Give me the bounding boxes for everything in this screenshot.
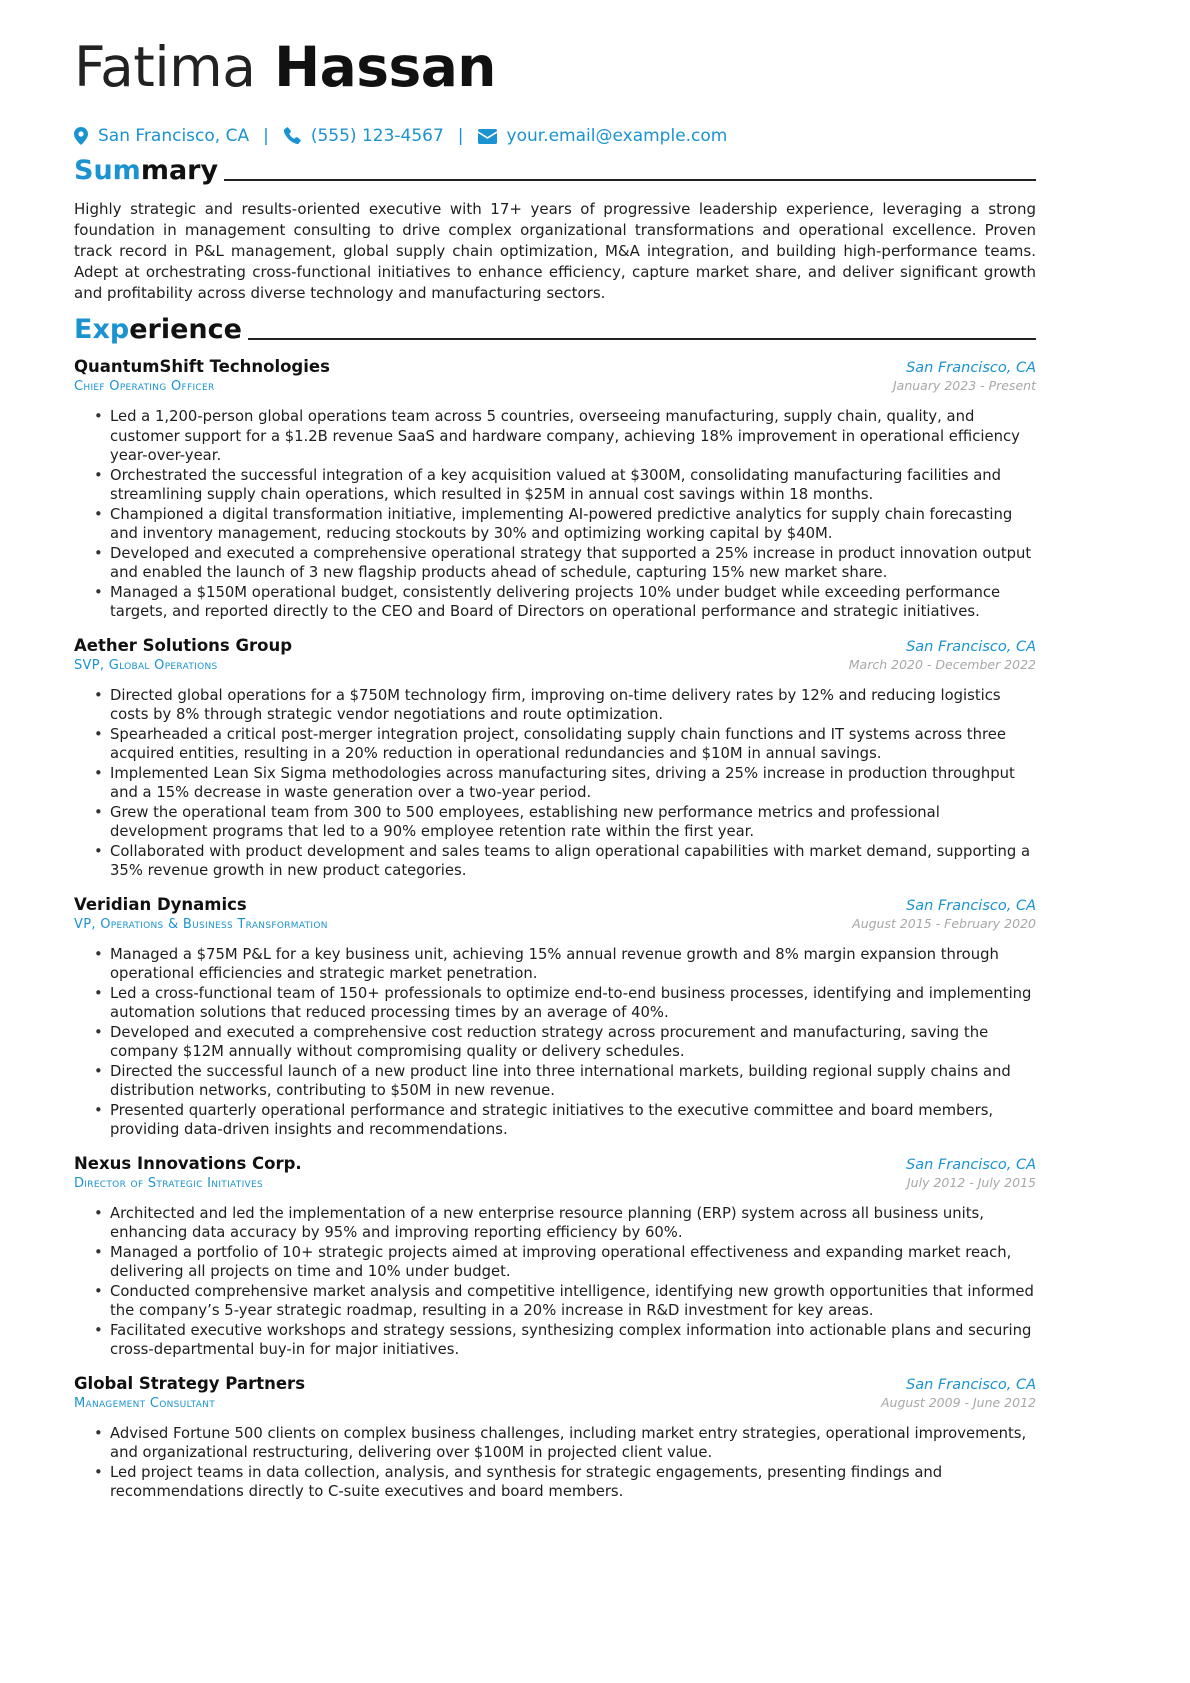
contact-bar (74, 125, 1036, 147)
bullet-item: • Directed global operations for a $750M technology firm, improving on-time delivery rates by 12% and reducing logistics costs by 8% through strategic vendor negotiations and route optimization. (110, 686, 1036, 725)
bullet-item: • Managed a $75M P&L for a key business unit, achieving 15% annual revenue growth and 8% margin expansion through operational efficiencies and strategic market penetration. (110, 945, 1036, 984)
job-header (74, 357, 1036, 376)
job-subheader (74, 916, 1036, 932)
job-bullets (74, 1424, 1036, 1502)
bullet-item: • Led a cross-functional team of 150+ professionals to optimize end-to-end business processes, identifying and implementing automation solutions that reduced processing times by an average of 40%. (110, 984, 1036, 1023)
job-header (74, 1374, 1036, 1393)
job-header (74, 895, 1036, 914)
phone-icon (283, 127, 301, 145)
phone-text: (555) 123-4567 (310, 126, 444, 146)
job-dates: August 2015 - February 2020 (852, 915, 1036, 931)
bullet-item: • Implemented Lean Six Sigma methodologies across manufacturing sites, driving a 25% increase in production throughput and a 15% decrease in waste generation over a two-year period. (110, 764, 1036, 803)
bullet-item: • Grew the operational team from 300 to 500 employees, establishing new performance metrics and professional development programs that led to a 90% employee retention rate within the first year. (110, 803, 1036, 842)
bullet-item: • Led a 1,200-person global operations team across 5 countries, overseeing manufacturing, supply chain, quality, and customer support for a $1.2B revenue SaaS and hardware company, achieving 18% improvement in operational efficiency year-over-year. (110, 407, 1036, 466)
job-title: Director of Strategic Initiatives (74, 1175, 264, 1191)
job-header (74, 1154, 1036, 1173)
bullet-item: • Advised Fortune 500 clients on complex business challenges, including market entry strategies, operational improvements, and organizational restructuring, delivering over $100M in projected client value. (110, 1424, 1036, 1463)
candidate-name (74, 35, 1036, 102)
section-title-rest: erience (129, 314, 242, 345)
contact-separator: | (263, 126, 269, 146)
job-subheader (74, 1395, 1036, 1411)
map-marker-icon (74, 127, 88, 145)
section-title-rest: mary (140, 155, 219, 186)
section-divider (248, 338, 1036, 340)
job-bullets (74, 1204, 1036, 1360)
section-divider (224, 179, 1036, 181)
envelope-icon (478, 129, 497, 144)
job-dates: January 2023 - Present (892, 378, 1036, 393)
bullet-item: • Directed the successful launch of a new product line into three international markets, building regional supply chains and distribution networks, contributing to $50M in new revenue. (110, 1062, 1036, 1101)
bullet-item: • Developed and executed a comprehensive cost reduction strategy across procurement and manufacturing, saving the company $12M annually without compromising quality or delivery schedules. (110, 1023, 1036, 1062)
email-link[interactable]: your.email@example.com (506, 126, 728, 146)
bullet-item: • Managed a $150M operational budget, consistently delivering projects 10% under budget while exceeding performance targets, and reported directly to the CEO and Board of Directors on operational performance and strategic initiatives. (110, 583, 1036, 622)
job-location: San Francisco, CA (906, 897, 1036, 914)
job-location: San Francisco, CA (906, 360, 1036, 376)
contact-location (74, 126, 249, 146)
experience-heading (74, 316, 1036, 343)
job-entry (74, 1374, 1036, 1502)
section-title-accent: Sum (74, 155, 141, 186)
summary-text: Highly strategic and results-oriented executive with 17+ years of progressive leadership experience, leveraging a strong foundation in management consulting to drive complex organizational transformations and operational excellence. Proven track record in P&L management, global supply chain optimization, M&A integration, and building high-performance teams. Adept at orchestrating cross-functional initiatives to enhance efficiency, capture market share, and deliver significant growth and profitability across diverse technology and manufacturing sectors. (74, 200, 1036, 302)
bullet-item: • Conducted comprehensive market analysis and competitive intelligence, identifying new growth opportunities that informed the company’s 5-year strategic roadmap, resulting in a 20% increase in R&D investment for key areas. (110, 1282, 1036, 1321)
last-name: Hassan (274, 35, 496, 99)
contact-separator: | (457, 126, 464, 146)
contact-email[interactable] (478, 126, 728, 146)
bullet-item: • Led project teams in data collection, analysis, and synthesis for strategic engagements, presenting findings and recommendations directly to C-suite executives and board members. (110, 1463, 1036, 1502)
resume (74, 35, 1036, 1502)
job-entry (74, 357, 1036, 622)
job-bullets (74, 945, 1036, 1140)
job-subheader (74, 657, 1036, 673)
job-title: VP, Operations & Business Transformation (74, 916, 328, 932)
job-location: San Francisco, CA (906, 1156, 1036, 1173)
contact-phone (283, 126, 444, 146)
job-title: SVP, Global Operations (74, 657, 218, 673)
job-dates: August 2009 - June 2012 (881, 1394, 1036, 1410)
bullet-item: • Orchestrated the successful integration of a key acquisition valued at $300M, consolidating manufacturing facilities and streamlining supply chain operations, which resulted in $25M in annual cost savings within 18 months. (110, 466, 1036, 505)
location-text: San Francisco, CA (98, 126, 250, 146)
section-title (74, 316, 242, 343)
company-name: Global Strategy Partners (74, 1373, 306, 1393)
job-bullets (74, 407, 1036, 622)
job-entry (74, 895, 1036, 1140)
job-entry (74, 636, 1036, 881)
job-location: San Francisco, CA (906, 638, 1036, 655)
section-title-accent: Exp (74, 314, 130, 345)
job-subheader (74, 1175, 1036, 1191)
experience-list (74, 357, 1036, 1502)
bullet-item: • Championed a digital transformation initiative, implementing AI-powered predictive analytics for supply chain forecasting and inventory management, reducing stockouts by 30% and optimizing working capital by $40M. (110, 505, 1036, 544)
first-name: Fatima (74, 35, 256, 99)
bullet-item: • Managed a portfolio of 10+ strategic projects aimed at improving operational effectiveness and expanding market reach, delivering all projects on time and 10% under budget. (110, 1243, 1036, 1282)
job-subheader (74, 378, 1036, 394)
job-dates: July 2012 - July 2015 (907, 1174, 1036, 1190)
job-location: San Francisco, CA (906, 1376, 1036, 1393)
bullet-item: • Facilitated executive workshops and strategy sessions, synthesizing complex information into actionable plans and securing cross-departmental buy-in for major initiatives. (110, 1321, 1036, 1360)
job-dates: March 2020 - December 2022 (848, 656, 1036, 672)
job-bullets (74, 686, 1036, 881)
company-name: QuantumShift Technologies (74, 357, 330, 376)
company-name: Veridian Dynamics (74, 894, 247, 914)
job-title: Management Consultant (74, 1395, 216, 1411)
job-entry (74, 1154, 1036, 1360)
summary-heading (74, 157, 1036, 184)
company-name: Aether Solutions Group (74, 635, 293, 655)
section-title (74, 157, 218, 184)
bullet-item: • Collaborated with product development and sales teams to align operational capabilities with market demand, supporting a 35% revenue growth in new product categories. (110, 842, 1036, 881)
bullet-item: • Presented quarterly operational performance and strategic initiatives to the executive committee and board members, providing data-driven insights and recommendations. (110, 1101, 1036, 1140)
job-title: Chief Operating Officer (74, 379, 215, 394)
bullet-item: • Spearheaded a critical post-merger integration project, consolidating supply chain functions and IT systems across three acquired entities, resulting in a 20% reduction in operational redundancies and $10M in annual savings. (110, 725, 1036, 764)
job-header (74, 636, 1036, 655)
bullet-item: • Architected and led the implementation of a new enterprise resource planning (ERP) system across all business units, enhancing data accuracy by 95% and improving reporting efficiency by 60%. (110, 1204, 1036, 1243)
bullet-item: • Developed and executed a comprehensive operational strategy that supported a 25% increase in product innovation output and enabled the launch of 3 new flagship products ahead of schedule, capturing 15% new market share. (110, 544, 1036, 583)
company-name: Nexus Innovations Corp. (74, 1153, 302, 1173)
